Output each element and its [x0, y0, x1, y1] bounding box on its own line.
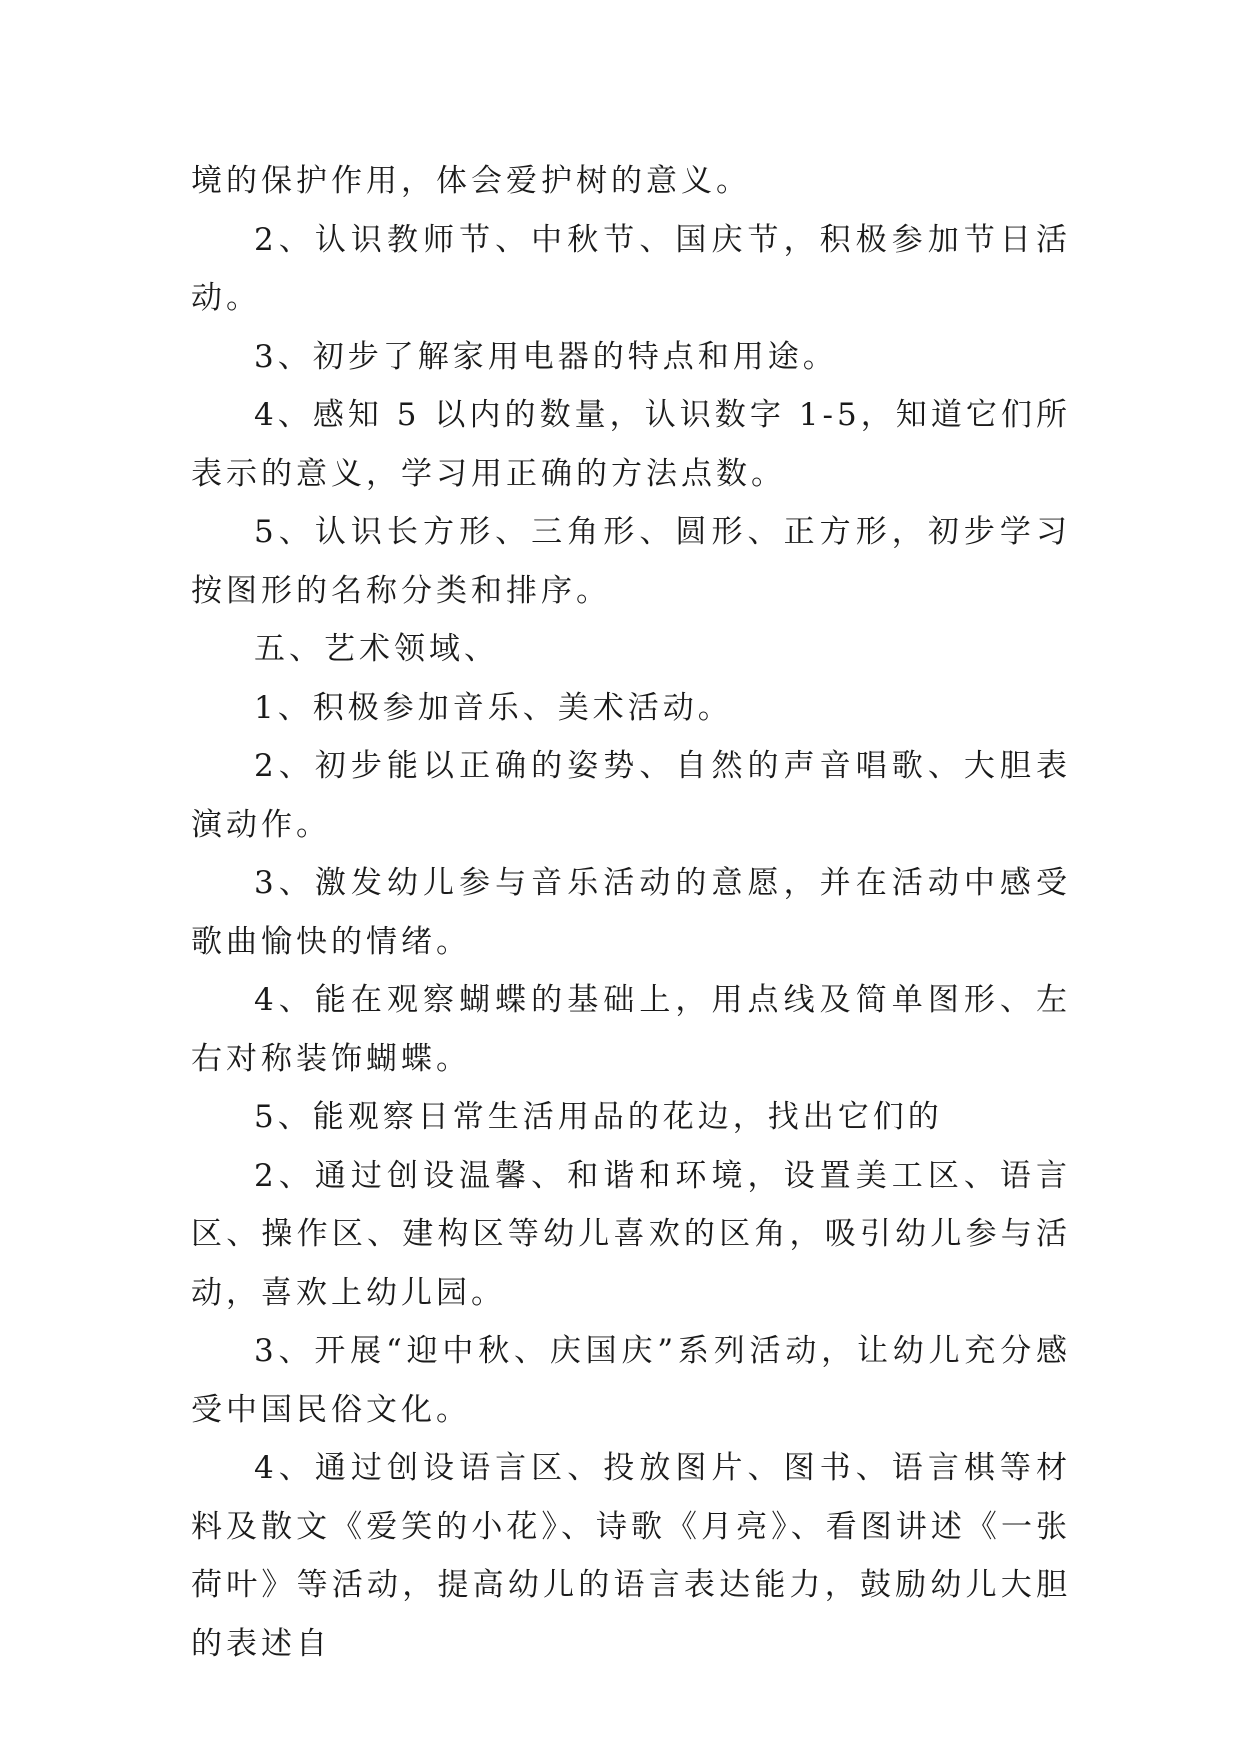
- paragraph: 1、积极参加音乐、美术活动。: [254, 689, 733, 726]
- paragraph: 4、感知 5 以内的数量，认识数字 1-5，知道它们所表示的意义，学习用正确的方法点数。: [191, 397, 1071, 492]
- paragraph: 境的保护作用，体会爱护树的意义。: [191, 163, 751, 199]
- paragraph: 3、激发幼儿参与音乐活动的意愿，并在活动中感受歌曲愉快的情绪。: [191, 865, 1071, 960]
- document-body: [191, 152, 1071, 1673]
- paragraph: 2、通过创设温馨、和谐和环境，设置美工区、语言区、操作区、建构区等幼儿喜欢的区角，吸引幼儿参与活动，喜欢上幼儿园。: [191, 1157, 1071, 1311]
- paragraph: 2、初步能以正确的姿势、自然的声音唱歌、大胆表演动作。: [191, 748, 1071, 843]
- paragraph: 5、认识长方形、三角形、圆形、正方形，初步学习按图形的名称分类和排序。: [191, 514, 1071, 609]
- paragraph: 5、能观察日常生活用品的花边，找出它们的: [254, 1099, 943, 1135]
- paragraph: 2、认识教师节、中秋节、国庆节，积极参加节日活动。: [191, 221, 1071, 316]
- paragraph: 4、通过创设语言区、投放图片、图书、语言棋等材料及散文《爱笑的小花》、诗歌《月亮》、看图讲述《一张荷叶》等活动，提高幼儿的语言表达能力，鼓励幼儿大胆的表述自: [191, 1450, 1071, 1662]
- paragraph: 4、能在观察蝴蝶的基础上，用点线及简单图形、左右对称装饰蝴蝶。: [191, 982, 1071, 1077]
- section-heading: 五、艺术领域、: [254, 631, 499, 667]
- paragraph: 3、初步了解家用电器的特点和用途。: [254, 338, 838, 375]
- paragraph: 3、开展“迎中秋、庆国庆”系列活动，让幼儿充分感受中国民俗文化。: [191, 1333, 1071, 1428]
